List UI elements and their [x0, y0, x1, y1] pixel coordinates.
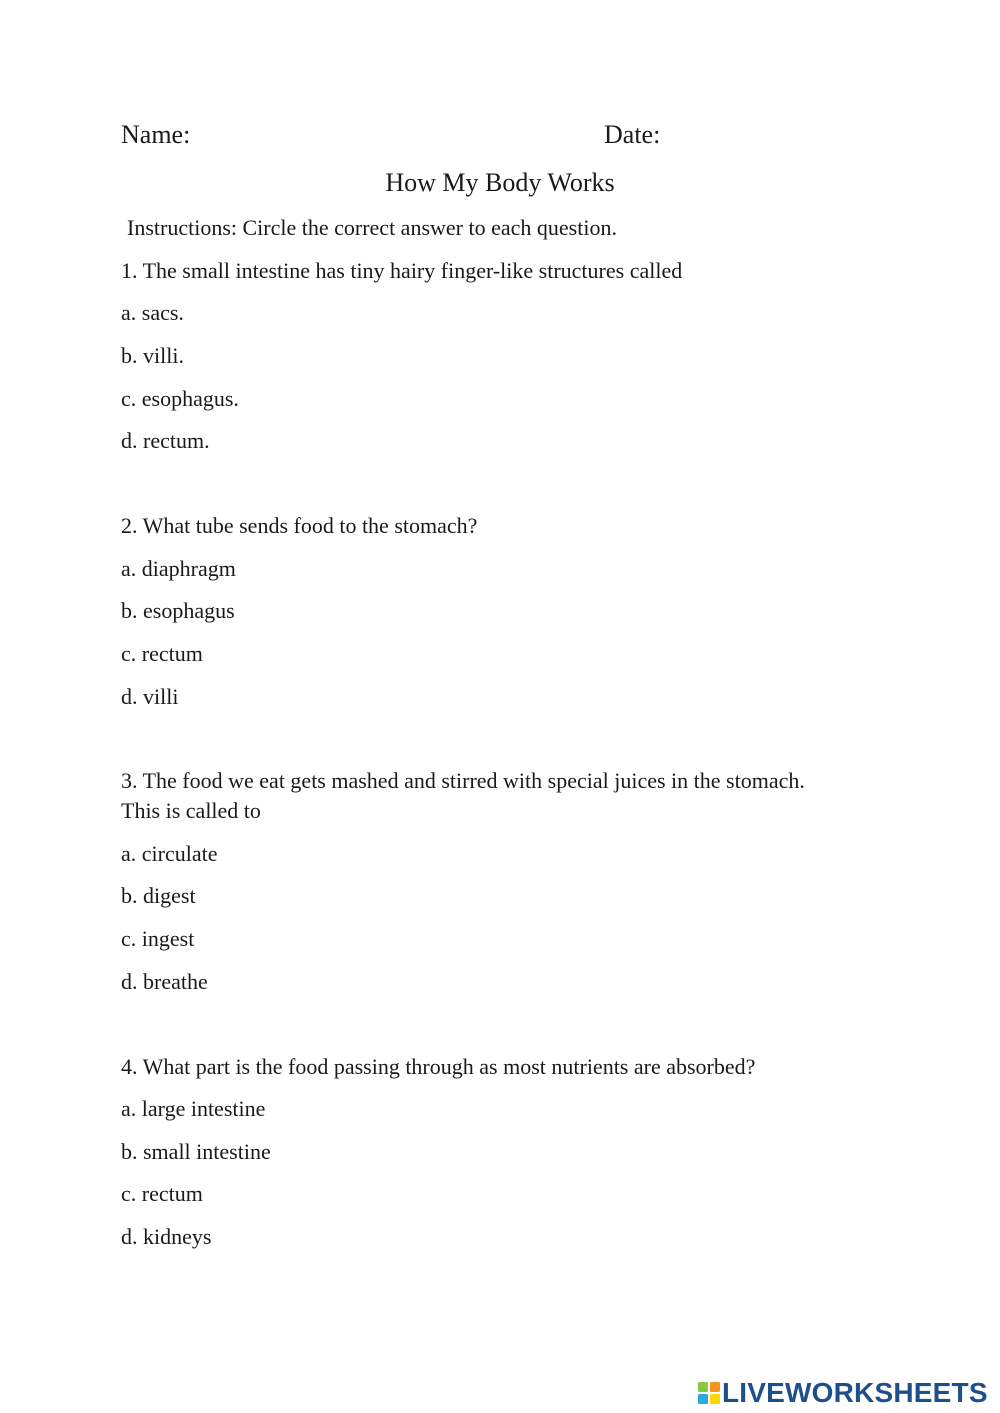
- question-text-continued: This is called to: [121, 798, 261, 823]
- worksheet-title: How My Body Works: [385, 168, 615, 197]
- answer-option[interactable]: b. villi.: [121, 343, 184, 368]
- answer-option[interactable]: b. esophagus: [121, 598, 235, 623]
- answer-option[interactable]: a. large intestine: [121, 1096, 266, 1121]
- question-text: 4. What part is the food passing through as most nutrients are absorbed?: [121, 1054, 756, 1079]
- answer-option[interactable]: d. rectum.: [121, 428, 210, 453]
- answer-option[interactable]: c. ingest: [121, 926, 195, 951]
- liveworksheets-logo-icon: [697, 1381, 721, 1405]
- answer-option[interactable]: d. breathe: [121, 969, 208, 994]
- answer-option[interactable]: c. esophagus.: [121, 386, 239, 411]
- answer-option[interactable]: a. circulate: [121, 841, 218, 866]
- answer-option[interactable]: d. kidneys: [121, 1224, 212, 1249]
- answer-option[interactable]: a. sacs.: [121, 300, 184, 325]
- answer-option[interactable]: c. rectum: [121, 641, 203, 666]
- name-label: Name:: [121, 120, 191, 149]
- question-text: 3. The food we eat gets mashed and stirred with special juices in the stomach.: [121, 768, 805, 793]
- answer-option[interactable]: b. small intestine: [121, 1139, 271, 1164]
- question-text: 1. The small intestine has tiny hairy finger-like structures called: [121, 258, 683, 283]
- instructions: Instructions: Circle the correct answer to each question.: [127, 215, 617, 240]
- date-label: Date:: [604, 120, 661, 149]
- question-text: 2. What tube sends food to the stomach?: [121, 513, 478, 538]
- answer-option[interactable]: c. rectum: [121, 1181, 203, 1206]
- logo-wordmark: LIVEWORKSHEETS: [722, 1377, 988, 1408]
- answer-option[interactable]: b. digest: [121, 883, 196, 908]
- answer-option[interactable]: a. diaphragm: [121, 556, 236, 581]
- answer-option[interactable]: d. villi: [121, 684, 179, 709]
